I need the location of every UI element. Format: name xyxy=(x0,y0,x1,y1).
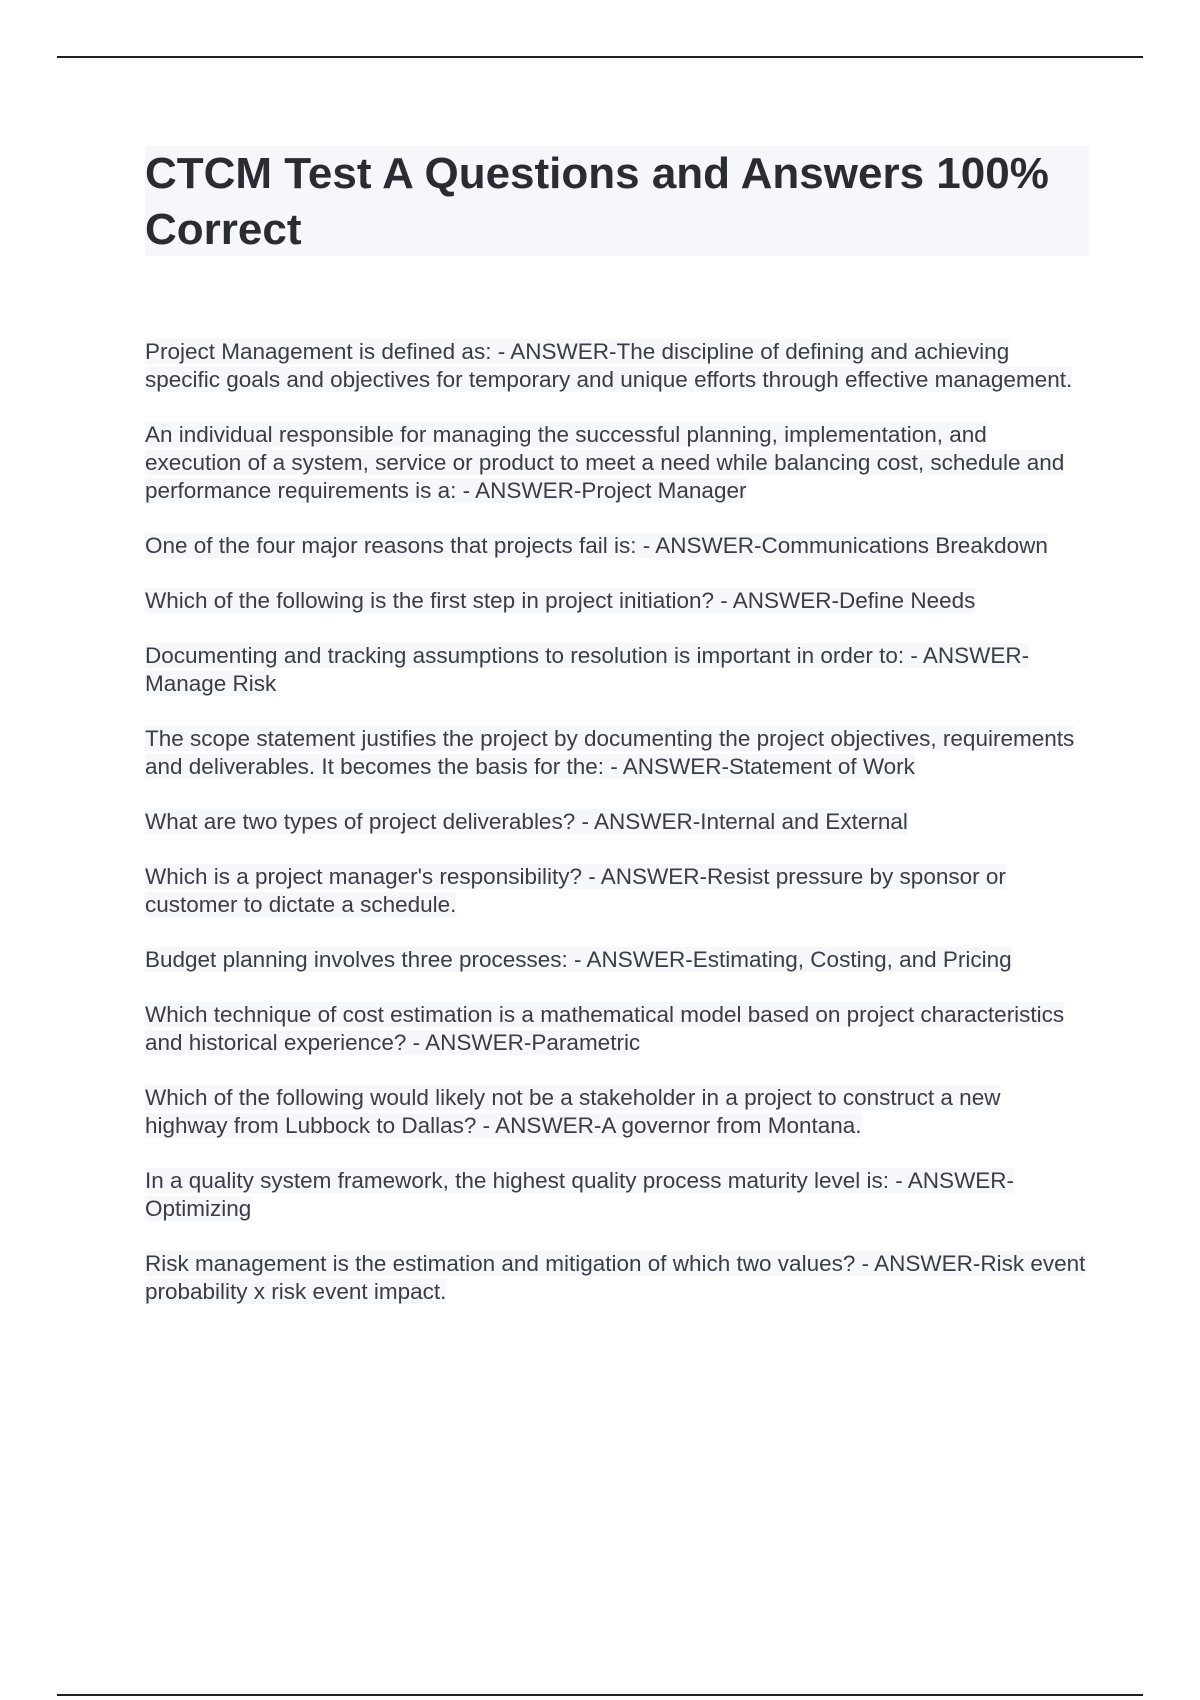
qa-item-12 xyxy=(145,1167,1089,1223)
qa-item-7 xyxy=(145,808,1089,836)
qa-text: Project Management is defined as: - ANSWER-The discipline of defining and achieving specific goals and objectives for temporary and unique efforts through effective management. xyxy=(145,339,1073,392)
qa-text: Which of the following would likely not be a stakeholder in a project to construct a new highway from Lubbock to Dallas? - ANSWER-A governor from Montana. xyxy=(145,1085,1001,1138)
qa-item-10 xyxy=(145,1001,1089,1057)
qa-text: Risk management is the estimation and mitigation of which two values? - ANSWER-Risk event probability x risk event impact. xyxy=(145,1251,1086,1304)
qa-item-2 xyxy=(145,421,1089,505)
qa-text: An individual responsible for managing the successful planning, implementation, and execution of a system, service or product to meet a need while balancing cost, schedule and performance requirements is a: - ANSWER-Project Manager xyxy=(145,422,1065,503)
qa-text: One of the four major reasons that projects fail is: - ANSWER-Communications Breakdown xyxy=(145,533,1048,558)
top-rule xyxy=(57,56,1143,58)
qa-text: In a quality system framework, the highest quality process maturity level is: - ANSWER-Optimizing xyxy=(145,1168,1015,1221)
title-block xyxy=(145,146,1089,256)
qa-text: Documenting and tracking assumptions to resolution is important in order to: - ANSWER-Manage Risk xyxy=(145,643,1030,696)
qa-text: Budget planning involves three processes: - ANSWER-Estimating, Costing, and Pricing xyxy=(145,947,1012,972)
qa-item-9 xyxy=(145,946,1089,974)
qa-list xyxy=(145,338,1089,1333)
qa-item-5 xyxy=(145,642,1089,698)
document-title: CTCM Test A Questions and Answers 100% Correct xyxy=(145,149,1049,254)
qa-item-13 xyxy=(145,1250,1089,1306)
qa-item-3 xyxy=(145,532,1089,560)
qa-item-4 xyxy=(145,587,1089,615)
qa-text: Which technique of cost estimation is a mathematical model based on project characteristics and historical experience? - ANSWER-Parametric xyxy=(145,1002,1065,1055)
qa-item-6 xyxy=(145,725,1089,781)
qa-item-11 xyxy=(145,1084,1089,1140)
bottom-rule xyxy=(57,1694,1143,1696)
qa-text: Which is a project manager's responsibility? - ANSWER-Resist pressure by sponsor or customer to dictate a schedule. xyxy=(145,864,1006,917)
qa-text: The scope statement justifies the project by documenting the project objectives, requirements and deliverables. It becomes the basis for the: - ANSWER-Statement of Work xyxy=(145,726,1075,779)
qa-item-8 xyxy=(145,863,1089,919)
qa-text: What are two types of project deliverables? - ANSWER-Internal and External xyxy=(145,809,908,834)
qa-item-1 xyxy=(145,338,1089,394)
qa-text: Which of the following is the first step in project initiation? - ANSWER-Define Needs xyxy=(145,588,976,613)
